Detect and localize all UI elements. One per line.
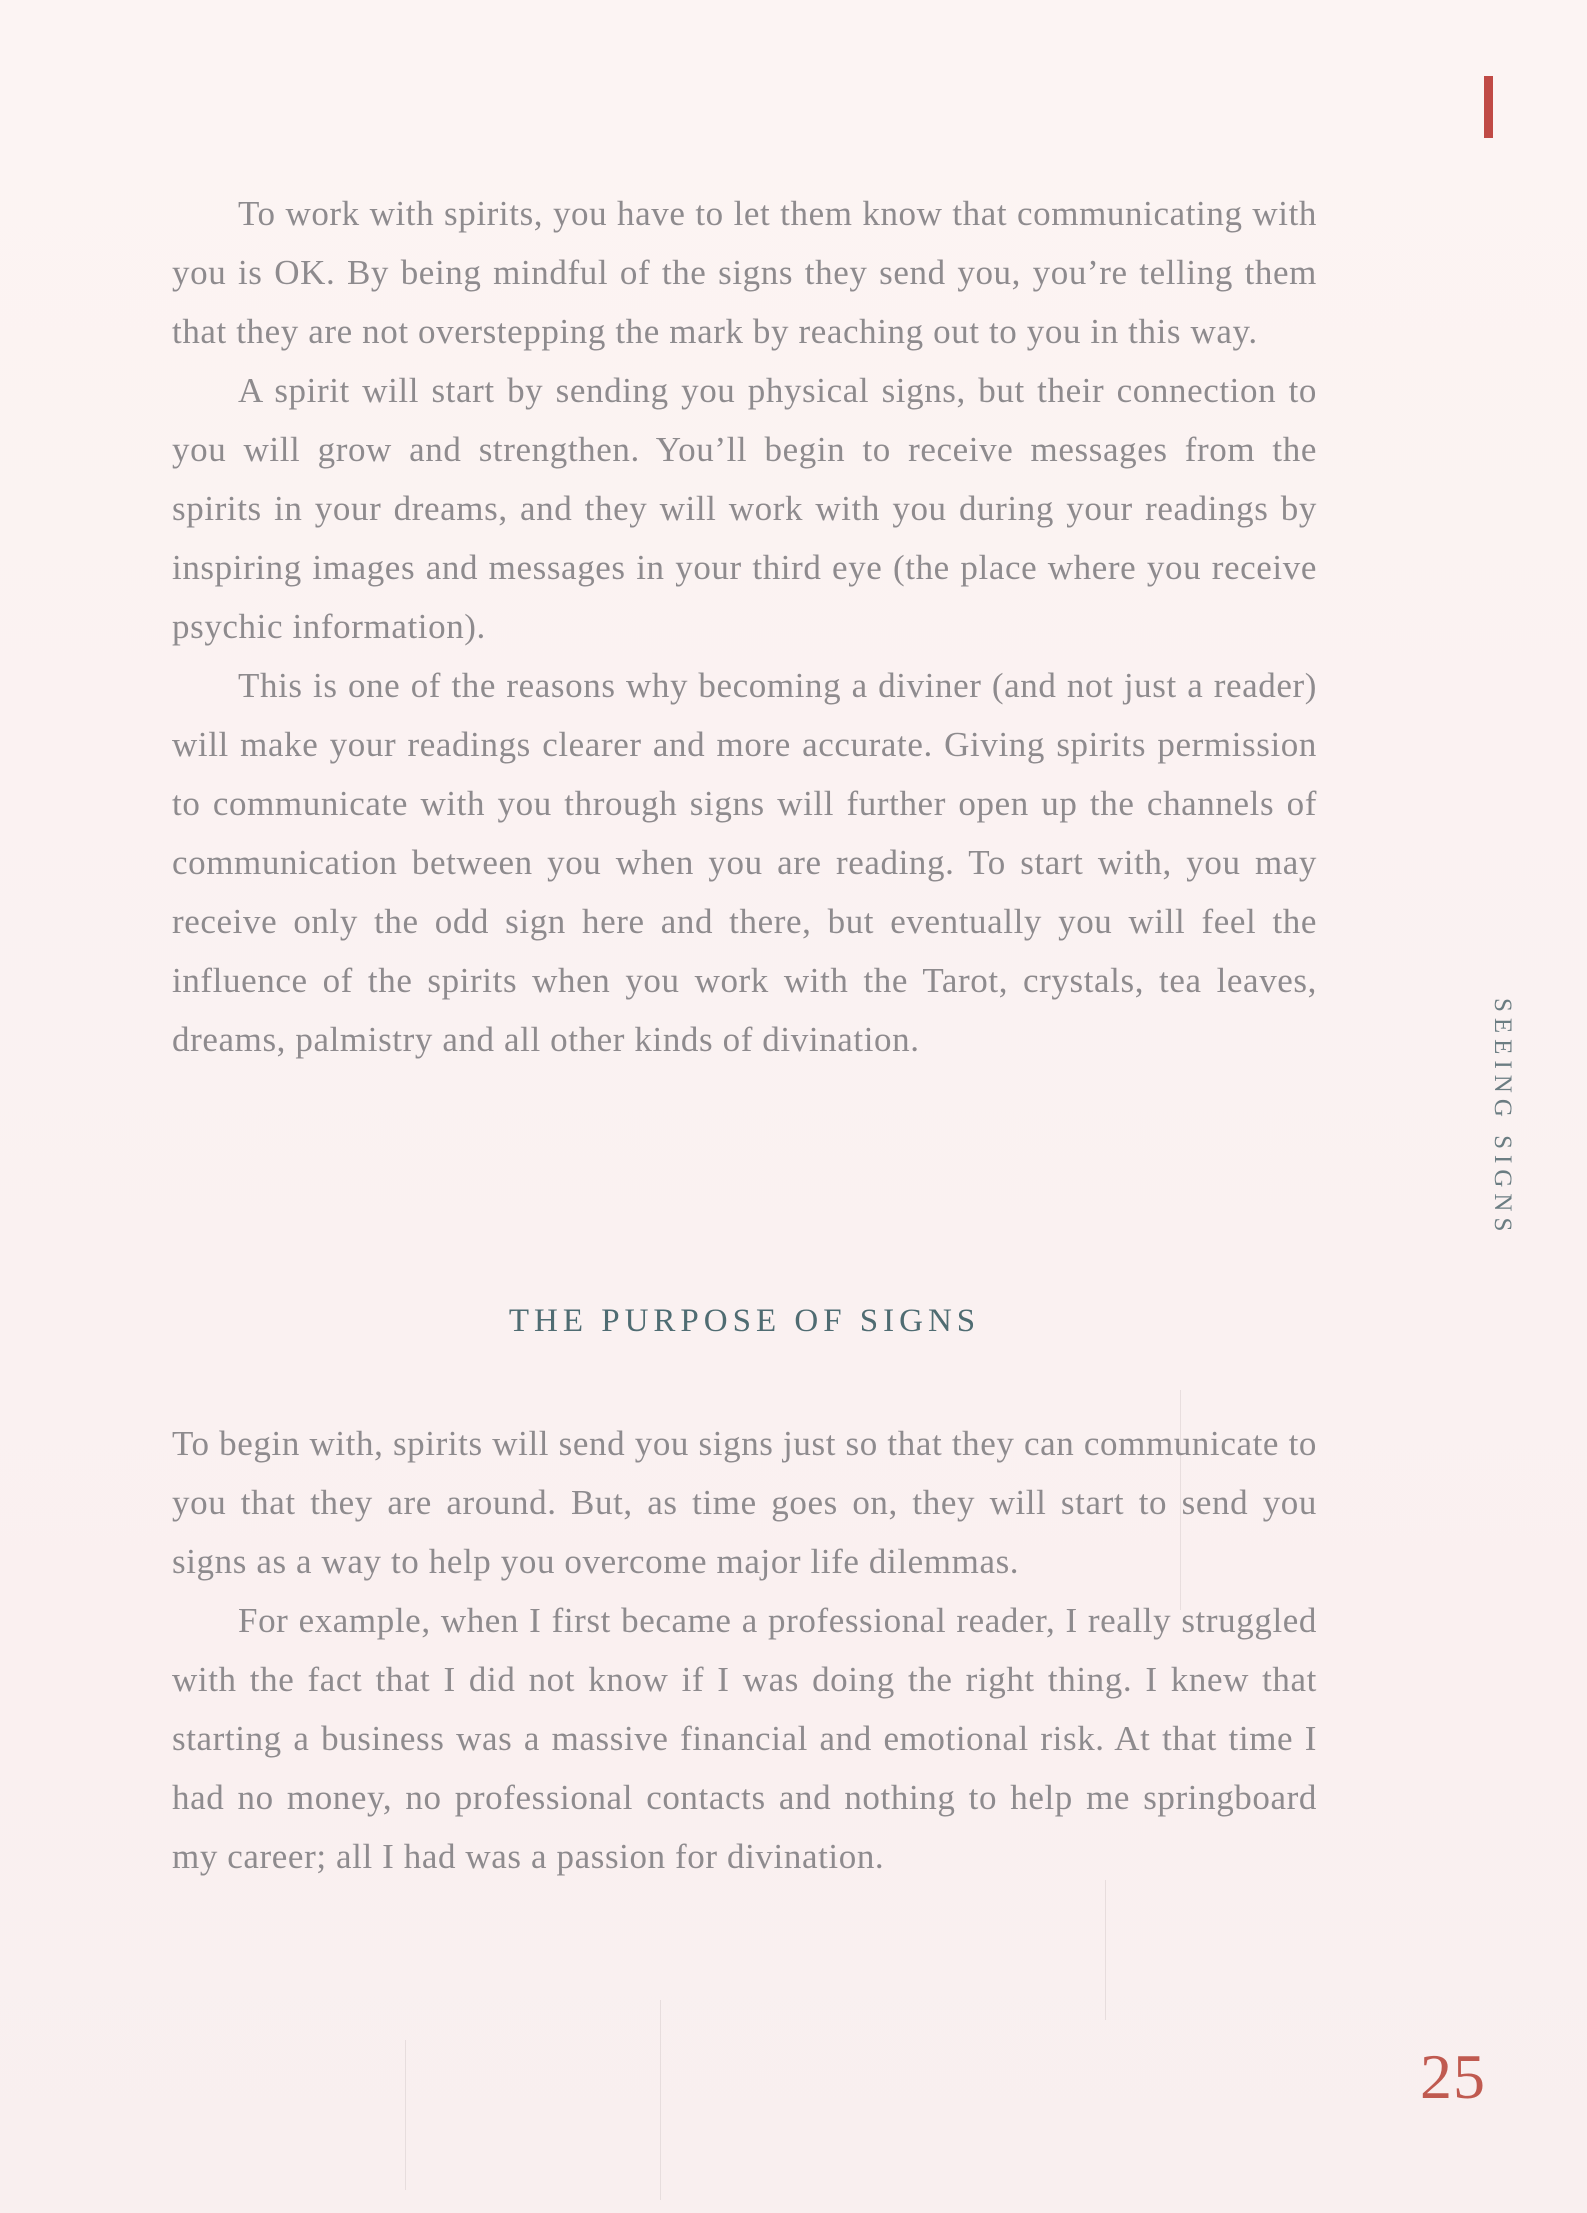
chapter-marker xyxy=(1484,76,1493,138)
paragraph: This is one of the reasons why becoming a diviner (and not just a reader) will make your readings clearer and more accurate. Giving spirits permission to communicate with you through signs will further open up the channels of communication between you when you are reading. To start with, you may receive only the odd sign here and there, but eventually you will feel the influence of the spirits when you work with the Tarot, crystals, tea leaves, dreams, palmistry and all other kinds of divination. xyxy=(172,666,1317,1059)
paper-scratch xyxy=(660,2000,661,2200)
paper-scratch xyxy=(1180,1390,1181,1610)
body-text-bottom xyxy=(172,1414,1317,1886)
paper-scratch xyxy=(1105,1880,1106,2020)
paragraph: For example, when I first became a professional reader, I really struggled with the fact that I did not know if I was doing the right thing. I knew that starting a business was a massive financial and emotional risk. At that time I had no money, no professional contacts and nothing to help me springboard my career; all I had was a passion for divination. xyxy=(172,1601,1317,1876)
paragraph: A spirit will start by sending you physical signs, but their connection to you will grow and strengthen. You’ll begin to receive messages from the spirits in your dreams, and they will work with you during your readings by inspiring images and messages in your third eye (the place where you receive psychic information). xyxy=(172,371,1317,646)
body-text-top xyxy=(172,184,1317,1069)
paragraph: To begin with, spirits will send you signs just so that they can communicate to you that they are around. But, as time goes on, they will start to send you signs as a way to help you overcome major life dilemmas. xyxy=(172,1424,1317,1581)
page-number: 25 xyxy=(1420,2041,1486,2112)
paper-scratch xyxy=(405,2040,406,2190)
section-heading: THE PURPOSE OF SIGNS xyxy=(508,1303,981,1339)
paragraph: To work with spirits, you have to let them know that communicating with you is OK. By being mindful of the signs they send you, you’re telling them that they are not overstepping the mark by reaching out to you in this way. xyxy=(172,194,1317,351)
running-head: SEEING SIGNS xyxy=(1489,998,1516,1238)
